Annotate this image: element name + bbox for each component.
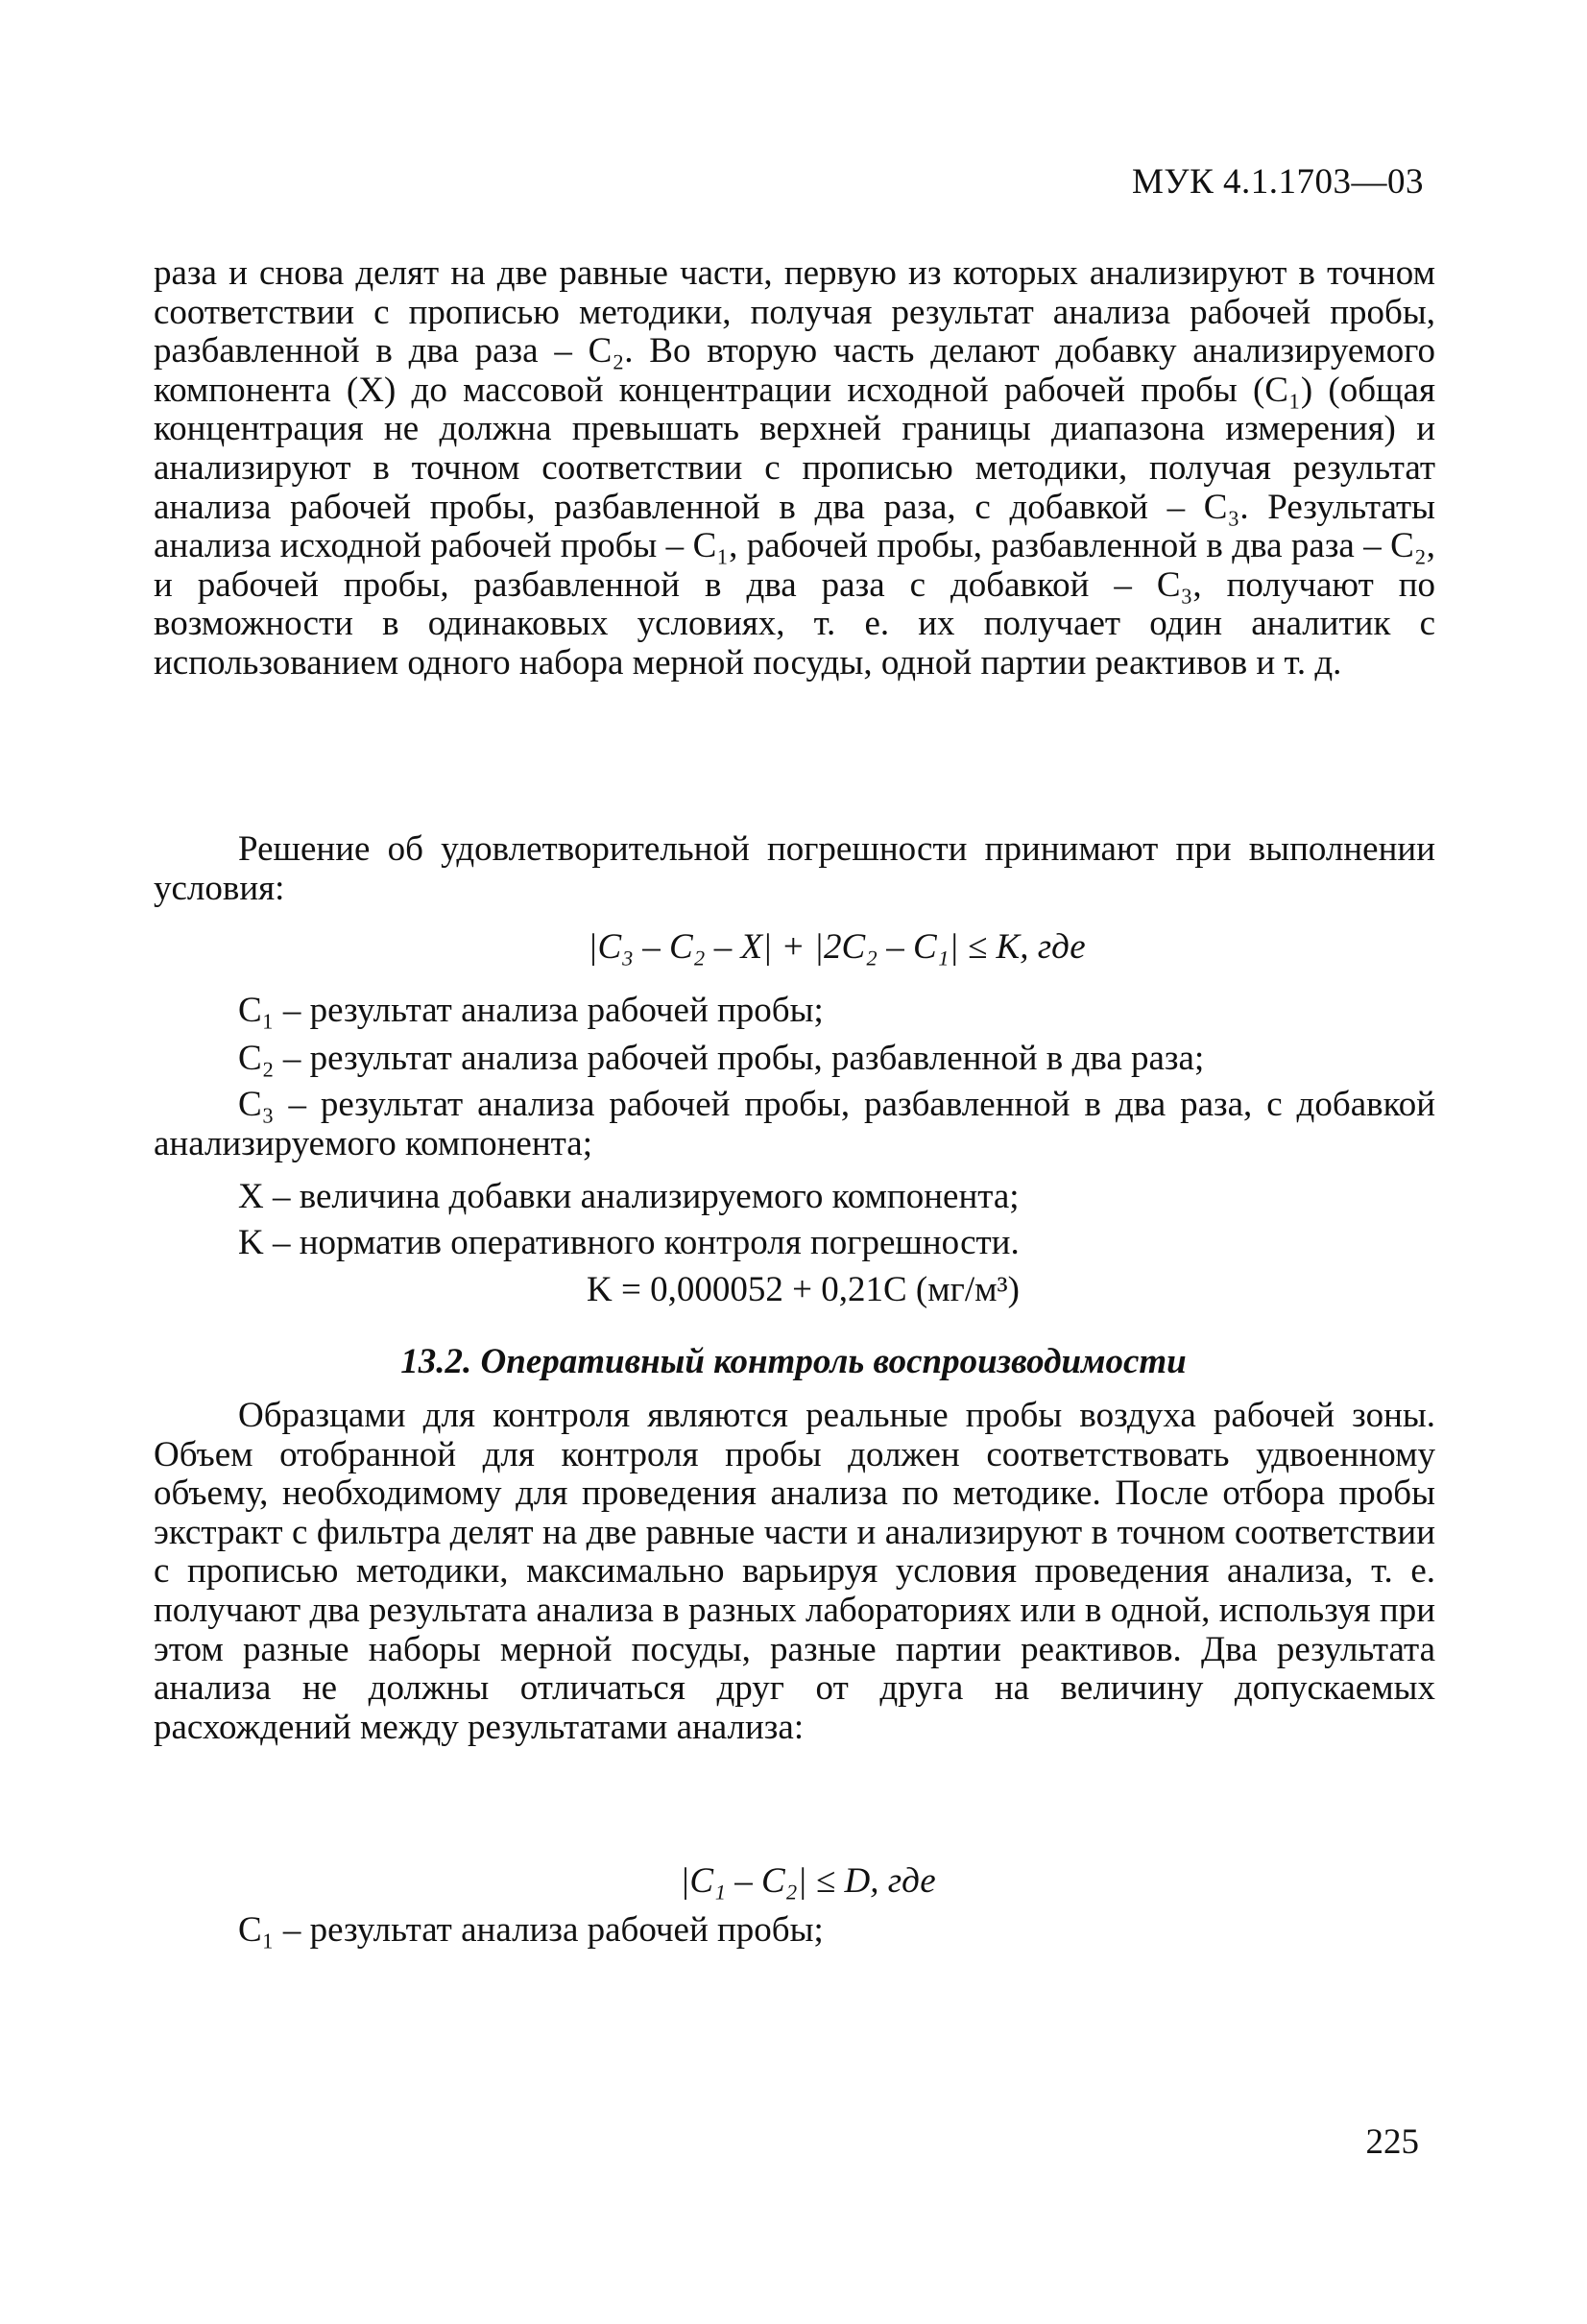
formula-k-norm: K = 0,000052 + 0,21C (мг/м³) — [587, 1270, 1020, 1309]
document-code: МУК 4.1.1703—03 — [1131, 162, 1424, 202]
page-number: 225 — [1365, 2122, 1419, 2162]
formula-error-condition: |C₃ – C₂ – X| + |2C₂ – C₁| ≤ K, где — [588, 927, 1086, 967]
definition-c1-repeat: C₁ – результат анализа рабочей пробы; — [238, 1910, 824, 1950]
paragraph-intro: раза и снова делят на две равные части, первую из которых анализируют в точном соответствии с прописью методики, получая результат анализа рабочей пробы, разбавленной в два раза – C₂. Во вторую часть делают добавку анализируемого компонента (X) до массовой концентрации исходной рабочей пробы (C₁) (общая концентрация не должна превышать верхней границы диапазона измерения) и анализируют в точном соответствии с прописью методики, получая результат анализа рабочей пробы, разбавленной в два раза, с добавкой – C₃. Результаты анализа исходной рабочей пробы – C₁, рабочей пробы, разбавленной в два раза – C₂, и рабочей пробы, разбавленной в два раза с добавкой – C₃, получают по возможности в одинаковых условиях, т. е. их получает один аналитик с использованием одного набора мерной посуды, одной партии реактивов и т. д. — [154, 253, 1435, 683]
definition-k: K – норматив оперативного контроля погрешности. — [238, 1223, 1020, 1262]
definition-x: X – величина добавки анализируемого компонента; — [238, 1177, 1020, 1216]
paragraph-condition: Решение об удовлетворительной погрешности принимают при выполнении условия: — [154, 829, 1435, 908]
definition-c3: C₃ – результат анализа рабочей пробы, разбавленной в два раза, с добавкой анализируемого компонента; — [154, 1085, 1435, 1163]
definition-c1: C₁ – результат анализа рабочей пробы; — [238, 991, 824, 1030]
paragraph-reproducibility: Образцами для контроля являются реальные пробы воздуха рабочей зоны. Объем отобранной для контроля пробы должен соответствовать удвоенному объему, необходимому для проведения анализа по методике. После отбора пробы экстракт с фильтра делят на две равные части и анализируют в точном соответствии с прописью методики, максимально варьируя условия проведения анализа, т. е. получают два результата анализа в разных лабораториях или в одной, используя при этом разные наборы мерной посуды, разные партии реактивов. Два результата анализа не должны отличаться друг от друга на величину допускаемых расхождений между результатами анализа: — [154, 1396, 1435, 1747]
definition-c2: C₂ – результат анализа рабочей пробы, разбавленной в два раза; — [238, 1039, 1205, 1078]
section-title: 13.2. Оперативный контроль воспроизводимости — [400, 1342, 1187, 1381]
formula-reproducibility: |C₁ – C₂| ≤ D, где — [680, 1861, 936, 1901]
